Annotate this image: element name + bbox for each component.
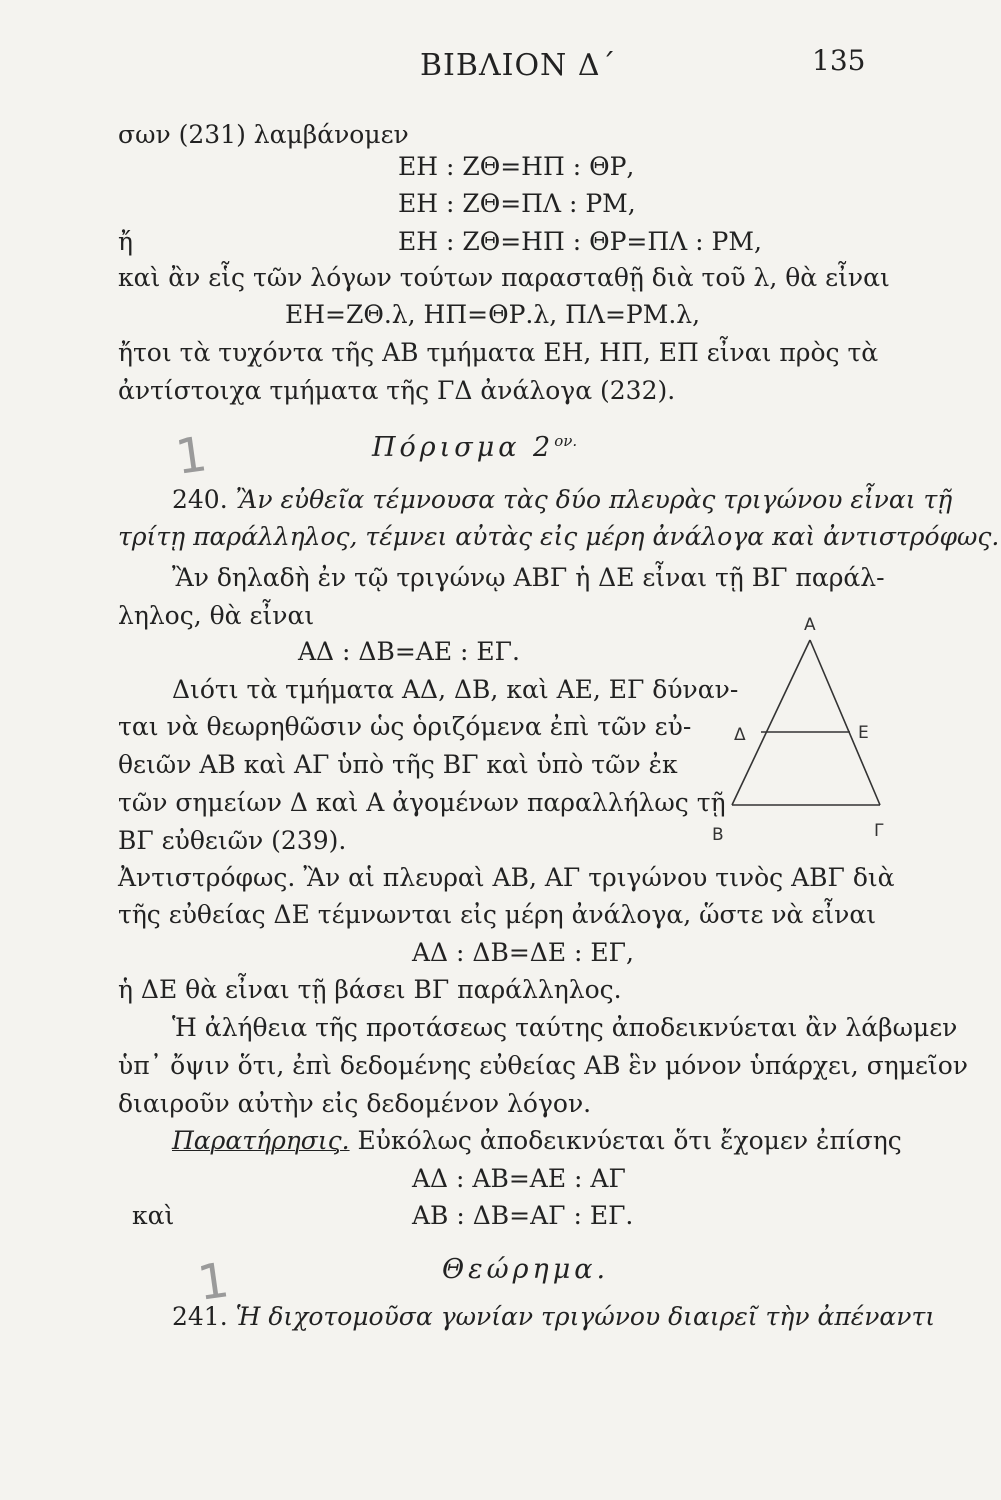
remark-label: Παρατήρησις.: [172, 1126, 350, 1155]
point-label-B: Β: [712, 825, 724, 845]
side-AG: [810, 640, 880, 805]
text-line: ἡ ΔΕ θὰ εἶναι τῇ βάσει ΒΓ παράλληλος.: [118, 975, 622, 1004]
section-heading-text: Πόρισμα 2: [372, 432, 555, 463]
text-line: καὶ ἂν εἷς τῶν λόγων τούτων παρασταθῇ διὰ τοῦ λ, θὰ εἶναι: [118, 263, 890, 292]
point-label-D: Δ: [734, 725, 746, 745]
remark-line: [172, 1126, 902, 1155]
point-label-A: Α: [804, 615, 816, 635]
section-heading: [372, 432, 577, 463]
section-heading-suffix: ον.: [554, 432, 578, 450]
running-header-title: ΒΙΒΛΙΟΝ Δ΄: [420, 48, 617, 83]
equation-line: ΕΗ=ΖΘ.λ, ΗΠ=ΘΡ.λ, ΠΛ=ΡΜ.λ,: [285, 300, 701, 329]
text-line: ἀντίστοιχα τμήματα τῆς ΓΔ ἀνάλογα (232).: [118, 376, 676, 405]
text-line: τῆς εὐθείας ΔΕ τέμνωνται εἰς μέρη ἀνάλογα, ὥστε νὰ εἶναι: [118, 900, 877, 929]
equation-line: ΕΗ : ΖΘ=ΗΠ : ΘΡ=ΠΛ : ΡΜ,: [398, 227, 762, 256]
equation-line: ΑΔ : ΔΒ=ΑΕ : ΕΓ.: [298, 637, 520, 666]
text-line: σων (231) λαμβάνομεν: [118, 120, 409, 149]
equation-line: ΕΗ : ΖΘ=ΗΠ : ΘΡ,: [398, 152, 635, 181]
text-line: διαιροῦν αὐτὴν εἰς δεδομένον λόγον.: [118, 1089, 592, 1118]
margin-pencil-mark: 1: [172, 426, 211, 486]
text-line: Ἡ ἀλήθεια τῆς προτάσεως ταύτης ἀποδεικνύεται ἂν λάβωμεν: [172, 1013, 958, 1042]
text-line: Ἀντιστρόφως. Ἂν αἱ πλευραὶ ΑΒ, ΑΓ τριγώνου τινὸς ΑΒΓ διὰ: [118, 863, 895, 892]
side-AB: [732, 640, 810, 805]
text-line: Διότι τὰ τμήματα ΑΔ, ΔΒ, καὶ ΑΕ, ΕΓ δύναν-: [172, 675, 739, 704]
text-line: ἤ: [118, 227, 133, 256]
equation-line: ΕΗ : ΖΘ=ΠΛ : ΡΜ,: [398, 189, 636, 218]
theorem-heading: Θεώρημα.: [442, 1254, 610, 1285]
text-line: θειῶν ΑΒ καὶ ΑΓ ὑπὸ τῆς ΒΓ καὶ ὑπὸ τῶν ἐκ: [118, 750, 678, 779]
text-line: καὶ: [132, 1201, 175, 1230]
margin-pencil-mark: 1: [194, 1252, 233, 1312]
triangle-figure: [700, 600, 915, 845]
point-label-E: Ε: [858, 723, 869, 743]
statement-text: Ἂν εὐθεῖα τέμνουσα τὰς δύο πλευρὰς τριγώνου εἶναι τῇ: [235, 485, 953, 514]
paragraph-number: 240.: [172, 485, 228, 514]
equation-line: ΑΔ : ΔΒ=ΔΕ : ΕΓ,: [412, 938, 634, 967]
text-line: ΒΓ εὐθειῶν (239).: [118, 826, 347, 855]
corollary-statement: [172, 485, 952, 514]
theorem-statement: [172, 1302, 935, 1331]
page-number: 135: [812, 44, 866, 77]
equation-line: ΑΒ : ΔΒ=ΑΓ : ΕΓ.: [412, 1201, 634, 1230]
paragraph-number: 241.: [172, 1302, 228, 1331]
text-line: ὑπ᾽ ὄψιν ὅτι, ἐπὶ δεδομένης εὐθείας ΑΒ ἓν μόνον ὑπάρχει, σημεῖον: [118, 1051, 968, 1080]
text-line: ἤτοι τὰ τυχόντα τῆς ΑΒ τμήματα ΕΗ, ΗΠ, ΕΠ εἶναι πρὸς τὰ: [118, 338, 879, 367]
statement-text: τρίτῃ παράλληλος, τέμνει αὐτὰς εἰς μέρη ἀνάλογα καὶ ἀντιστρόφως.: [118, 522, 1000, 551]
text-line: ται νὰ θεωρηθῶσιν ὡς ὁριζόμενα ἐπὶ τῶν εὐ-: [118, 712, 692, 741]
text-line: τῶν σημείων Δ καὶ Α ἀγομένων παραλλήλως τῇ: [118, 788, 726, 817]
point-label-G: Γ: [874, 821, 884, 841]
equation-line: ΑΔ : ΑΒ=ΑΕ : ΑΓ: [412, 1164, 626, 1193]
remark-text: Εὐκόλως ἀποδεικνύεται ὅτι ἔχομεν ἐπίσης: [357, 1126, 902, 1155]
text-line: ληλος, θὰ εἶναι: [118, 601, 315, 630]
text-line: Ἂν δηλαδὴ ἐν τῷ τριγώνῳ ΑΒΓ ἡ ΔΕ εἶναι τῇ ΒΓ παράλ-: [172, 563, 885, 592]
statement-text: Ἡ διχοτομοῦσα γωνίαν τριγώνου διαιρεῖ τὴν ἀπέναντι: [235, 1302, 936, 1331]
